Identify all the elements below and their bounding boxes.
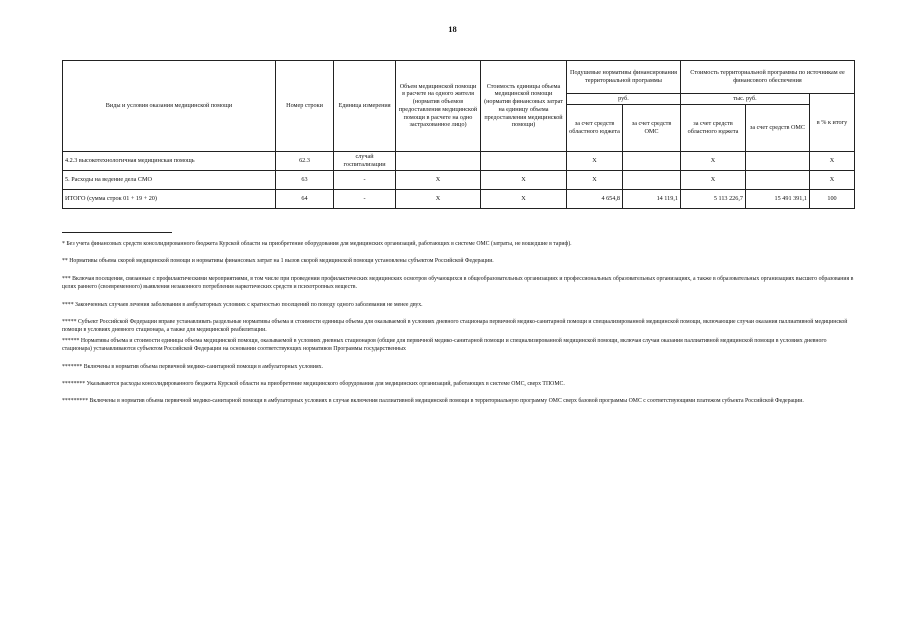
table-cell: 4.2.3 высокотехнологичная медицинская помощь: [63, 151, 276, 170]
table-cell: 4 654,8: [567, 189, 623, 208]
header-per-capita: Подушевые нормативы финансирования территориальной программы: [567, 61, 681, 94]
header-unit: Единица измерения: [334, 61, 396, 152]
table-cell: [623, 170, 681, 189]
header-program-cost: Стоимость территориальной программы по источникам ее финансового обеспечения: [681, 61, 855, 94]
footnote: **** Законченных случаев лечения заболевания в амбулаторных условиях с кратностью посещений по поводу одного заболевания не менее двух.: [62, 301, 423, 308]
header-regional-budget: за счет средств областного юджета: [567, 104, 623, 151]
table-cell: [396, 151, 481, 170]
footnote: ** Нормативы объема скорой медицинской помощи и нормативы финансовых затрат на 1 вызов скорой медицинской помощи установлены субъектом Российской Федерации.: [62, 258, 494, 265]
table-cell: X: [396, 170, 481, 189]
table-cell: X: [810, 170, 855, 189]
header-unit-cost: Стоимость единицы объема медицинской помощи (норматив финансовых затрат на единицу объема предоставления медицинской помощи): [481, 61, 567, 152]
header-row-number: Номер строки: [276, 61, 334, 152]
table-cell: [746, 151, 810, 170]
table-cell: [746, 170, 810, 189]
table-cell: случай госпитализации: [334, 151, 396, 170]
table-cell: X: [396, 189, 481, 208]
table-cell: ИТОГО (сумма строк 01 + 19 + 20): [63, 189, 276, 208]
table-cell: X: [567, 151, 623, 170]
header-types: Виды и условия оказания медицинской помощи: [63, 61, 276, 152]
footnote: * Без учета финансовых средств консолидированного бюджета Курской области на приобретение оборудования для медицинских организаций, работающих в системе ОМС (затраты, не вошедшие в тариф).: [62, 241, 572, 247]
page-number: 18: [448, 24, 457, 34]
header-oms: за счет средств ОМС: [623, 104, 681, 151]
table-cell: 63: [276, 170, 334, 189]
footnotes: [62, 240, 854, 415]
table-row-total: [63, 189, 855, 208]
footnote-divider: [62, 232, 172, 233]
table-cell: 62.3: [276, 151, 334, 170]
table-cell: X: [481, 170, 567, 189]
header-rub: руб.: [567, 94, 681, 105]
table-cell: 64: [276, 189, 334, 208]
header-volume: Объем медицинской помощи в расчете на одного жителя (норматив объемов предоставления медицинской помощи в расчете на одно застрахованное лицо): [396, 61, 481, 152]
footnote: ******** Указываются расходы консолидированного бюджета Курской области на приобретение медицинского оборудования для медицинских организаций, работающих в системе ОМС, сверх ТПОМС.: [62, 380, 565, 387]
footnote: *** Включая посещения, связанные с профилактическими мероприятиями, в том числе при проведении профилактических медицинских осмотров обучающихся в общеобразовательных организациях и профессиональных образовательных организациях, а также в образовательных организациях высшего образования в целях раннего (своевременного) выявления незаконного потребления наркотических средств и психотропных веществ.: [62, 275, 854, 291]
footnote: ********* Включены в норматив объема первичной медико-санитарной помощи в амбулаторных условиях в случае включения паллиативной медицинской помощи в территориальную программу ОМС сверх базовой программы ОМС с соответствующими платежом субъекта Российской Федерации.: [62, 398, 804, 405]
table-cell: 100: [810, 189, 855, 208]
table-row: [63, 151, 855, 170]
table-cell: [623, 151, 681, 170]
table-cell: X: [681, 151, 746, 170]
table-cell: X: [810, 151, 855, 170]
table-cell: 5. Расходы на ведение дела СМО: [63, 170, 276, 189]
footnote: ****** Нормативы объема и стоимости единицы объема медицинской помощи, оказываемой в условиях дневных стационаров (общие для первичной медико-санитарной помощи и специализированной медицинской помощи, включая случаи оказания паллиативной медицинской помощи в условиях дневного стационара) устанавливаются субъектом Российской Федерации на основании соответствующих нормативов Программы государственных: [62, 337, 827, 353]
table-cell: X: [567, 170, 623, 189]
header-thousand-rub: тыс. руб.: [681, 94, 810, 105]
table-row: [63, 170, 855, 189]
header-regional-budget-2: за счет средств областного юджета: [681, 104, 746, 151]
header-oms-2: за счет средств ОМС: [746, 104, 810, 151]
table-cell: -: [334, 189, 396, 208]
table-cell: 14 119,1: [623, 189, 681, 208]
footnote: ***** Субъект Российской Федерации вправе устанавливать раздельные нормативы объема и стоимости единицы объема для оказываемой в условиях дневного стационара первичной медико-санитарной помощи и специализированной медицинской помощи, включающие случаи оказания паллиативной медицинской помощи в условиях дневного стационара, а также для медицинской реабилитации.: [62, 318, 848, 334]
table-cell: X: [681, 170, 746, 189]
table-cell: -: [334, 170, 396, 189]
table-cell: 5 113 226,7: [681, 189, 746, 208]
footnote: ******* Включены в норматив объема первичной медико-санитарной помощи в амбулаторных условиях.: [62, 363, 323, 370]
financing-table: [62, 60, 855, 209]
table-cell: X: [481, 189, 567, 208]
table-cell: 15 491 391,1: [746, 189, 810, 208]
header-percent: в % к итогу: [810, 94, 855, 152]
table-cell: [481, 151, 567, 170]
